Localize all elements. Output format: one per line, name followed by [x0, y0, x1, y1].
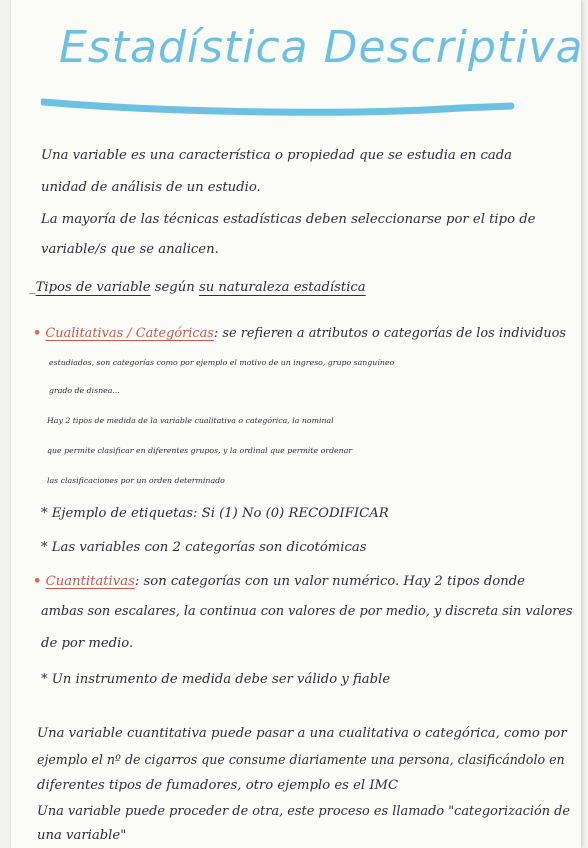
qualitative-note-1: * Ejemplo de etiquetas: Si (1) No (0) RECODIFICAR — [41, 506, 389, 521]
closing-line-2: ejemplo el nº de cigarros que consume diariamente una persona, clasificándolo en — [37, 752, 565, 767]
qualitative-label: Cualitativas / Categóricas — [45, 326, 214, 341]
closing-line-4: Una variable puede proceder de otra, este proceso es llamado "categorización de — [37, 804, 571, 819]
quantitative-line-3: de por medio. — [41, 636, 134, 651]
heading-middle: según — [150, 280, 199, 295]
quantitative-line-1 — [33, 574, 563, 589]
heading-part-1: Tipos de variable — [35, 280, 151, 295]
intro-line-1: Una variable es una característica o propiedad que se estudia en cada — [41, 148, 513, 163]
qualitative-line-4: Hay 2 tipos de medida de la variable cualitativa o categórica, la nominal — [47, 416, 334, 425]
qualitative-line-1-rest: se refieren a atributos o categorías de los individuos — [218, 326, 567, 341]
quantitative-line-2: ambas son escalares, la continua con valores de por medio, y discreta sin valores — [41, 604, 573, 619]
closing-line-5: una variable" — [37, 828, 127, 843]
qualitative-note-2: * Las variables con 2 categorías son dicotómicas — [41, 540, 367, 555]
quantitative-bullet: • — [33, 574, 42, 589]
closing-line-3: diferentes tipos de fumadores, otro ejemplo es el IMC — [37, 778, 399, 793]
qualitative-line-2: estudiados, son categorías como por ejemplo el motivo de un ingreso, grupo sanguíneo — [49, 358, 395, 367]
qualitative-line-1 — [33, 326, 567, 341]
heading-part-2: su naturaleza estadística — [198, 280, 366, 295]
qualitative-colon: : — [213, 326, 219, 341]
page-title: Estadística Descriptiva — [59, 22, 584, 73]
closing-line-1: Una variable cuantitativa puede pasar a una cualitativa o categórica, como por — [37, 726, 567, 741]
quantitative-colon: : — [134, 574, 140, 589]
intro-line-4: variable/s que se analicen. — [41, 242, 219, 257]
quantitative-note-1: * Un instrumento de medida debe ser válido y fiable — [41, 672, 391, 687]
notebook-page — [10, 0, 584, 848]
title-underline — [41, 96, 561, 120]
quantitative-line-1-rest: son categorías con un valor numérico. Hay 2 tipos donde — [139, 574, 525, 589]
quantitative-label: Cuantitativas — [45, 574, 135, 589]
intro-line-3: La mayoría de las técnicas estadísticas deben seleccionarse por el tipo de — [41, 212, 536, 227]
qualitative-line-6: las clasificaciones por un orden determinado — [47, 476, 225, 485]
section-heading — [29, 280, 559, 295]
qualitative-line-5: que permite clasificar en diferentes grupos, y la ordinal que permite ordenar — [47, 446, 353, 455]
heading-dash: _ — [29, 280, 36, 295]
qualitative-bullet: • — [33, 326, 42, 341]
intro-line-2: unidad de análisis de un estudio. — [41, 180, 261, 195]
qualitative-line-3: grado de disnea... — [49, 386, 120, 395]
